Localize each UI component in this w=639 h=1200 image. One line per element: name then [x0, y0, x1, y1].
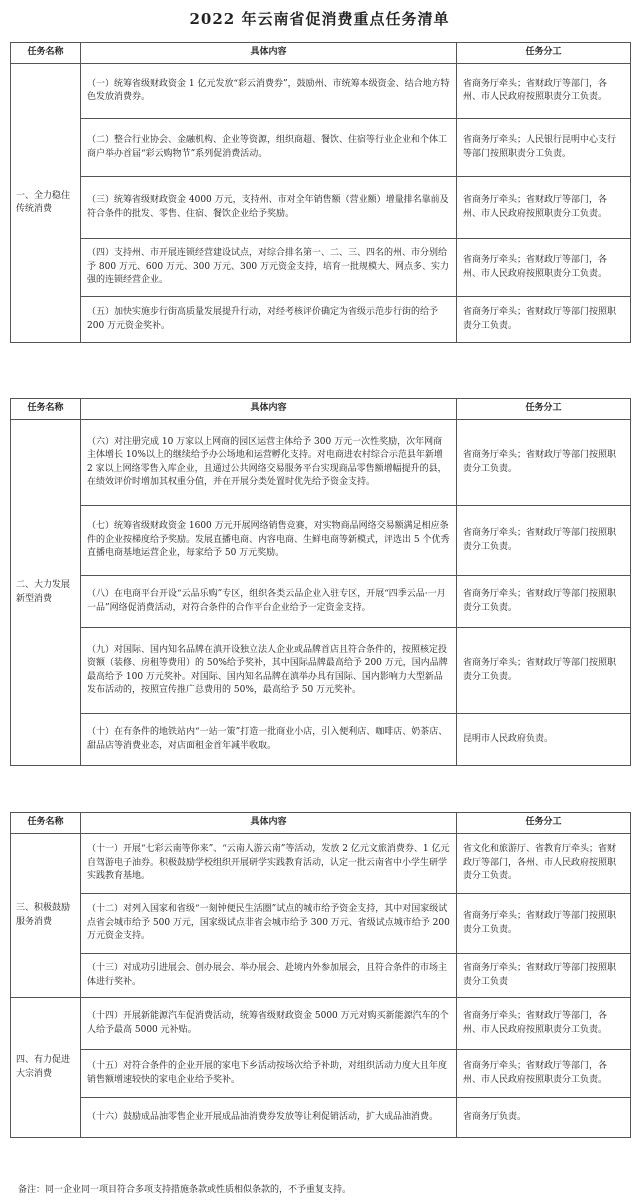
content-cell: （六）对注册完成 10 万家以上网商的园区运营主体给予 300 万元一次性奖励，次年网商主体增长 10%以上的继续给予办公场地和运营孵化支持。对电商进农村综合示范县年新增 2 家以上网络零售入库企业，且通过公共网络交易服务平台实现商品零售额增幅提升的县，在绩效评价时增加其权重分值，并在开展分类处置时优先给予资金支持。	[81, 420, 457, 506]
division-cell: 省商务厅牵头；省财政厅等部门按照职责分工负责。	[457, 506, 631, 576]
header-division: 任务分工	[457, 43, 631, 64]
header-division: 任务分工	[457, 813, 631, 834]
content-cell: （七）统筹省级财政资金 1600 万元开展网络销售竞赛，对实物商品网络交易额满足相应条件的企业按梯度给予奖励。发展直播电商、内容电商、生鲜电商等新模式，评选出 5 个优秀直播电商基地运营企业，每家给予 50 万元奖励。	[81, 506, 457, 576]
division-cell: 省商务厅牵头；省财政厅等部门按照职责分工负责。	[457, 628, 631, 714]
division-cell: 省文化和旅游厅、省教育厅牵头；省财政厅等部门，各州、市人民政府按照职责分工负责。	[457, 834, 631, 894]
page-title: 2022 年云南省促消费重点任务清单	[189, 10, 450, 28]
content-cell: （十二）对列入国家和省级“一刻钟便民生活圈”试点的城市给予资金支持，其中对国家级试点省会城市给予 500 万元，国家级试点非省会城市给予 300 万元、省级试点城市给予 200 万元资金支持。	[81, 894, 457, 954]
division-cell: 省商务厅牵头；省财政厅等部门，各州、市人民政府按照职责分工负责。	[457, 64, 631, 119]
table-row	[11, 1050, 631, 1098]
content-cell: （三）统筹省级财政资金 4000 万元，支持州、市对全年销售额（营业额）增量排名靠前及符合条件的批发、零售、住宿、餐饮企业给予奖励。	[81, 177, 457, 239]
table-row	[11, 177, 631, 239]
content-cell: （十一）开展“七彩云南等你来”、“云南人游云南”等活动，发放 2 亿元文旅消费券、1 亿元自驾游电子油券。积极鼓励学校组织开展研学实践教育活动，认定一批云南省中小学生研学实践教育基地。	[81, 834, 457, 894]
table-row	[11, 420, 631, 506]
content-cell: （二）整合行业协会、金融机构、企业等资源，组织商超、餐饮、住宿等行业企业和个体工商户举办首届“彩云购物节”系列促消费活动。	[81, 119, 457, 177]
table-row	[11, 1098, 631, 1138]
division-cell: 昆明市人民政府负责。	[457, 714, 631, 766]
table-row	[11, 506, 631, 576]
division-cell: 省商务厅牵头；省财政厅等部门，各州、市人民政府按照职责分工负责。	[457, 239, 631, 297]
table-row	[11, 239, 631, 297]
category-cell: 二、大力发展新型消费	[11, 420, 81, 766]
content-cell: （十三）对成功引进展会、创办展会、举办展会、赴境内外参加展会，且符合条件的市场主体进行奖补。	[81, 954, 457, 998]
header-content: 具体内容	[81, 43, 457, 64]
header-content: 具体内容	[81, 813, 457, 834]
table-row	[11, 64, 631, 119]
category-cell: 一、全力稳住传统消费	[11, 64, 81, 343]
table-row	[11, 119, 631, 177]
content-cell: （十四）开展新能源汽车促消费活动，统筹省级财政资金 5000 万元对购买新能源汽车的个人给予最高 5000 元补贴。	[81, 998, 457, 1050]
category-cell: 三、积极鼓励服务消费	[11, 834, 81, 998]
content-cell: （十五）对符合条件的企业开展的家电下乡活动按场次给予补助，对组织活动力度大且年度销售额增速较快的家电企业给予奖补。	[81, 1050, 457, 1098]
table-header-row	[11, 813, 631, 834]
division-cell: 省商务厅牵头；省财政厅等部门按照职责分工负责。	[457, 576, 631, 628]
division-cell: 省商务厅牵头；省财政厅等部门，各州、市人民政府按照职责分工负责。	[457, 998, 631, 1050]
table-row	[11, 834, 631, 894]
division-cell: 省商务厅牵头；省财政厅等部门，各州、市人民政府按照职责分工负责。	[457, 177, 631, 239]
category-cell: 四、有力促进大宗消费	[11, 998, 81, 1138]
footnote: 备注：同一企业同一项目符合多项支持措施条款或性质相似条款的，不予重复支持。	[18, 1185, 352, 1195]
content-cell: （五）加快实施步行街高质量发展提升行动，对经考核评价确定为省级示范步行街的给予 200 万元资金奖补。	[81, 297, 457, 343]
division-cell: 省商务厅牵头；省财政厅等部门，各州、市人民政府按照职责分工负责。	[457, 1050, 631, 1098]
division-cell: 省商务厅牵头；人民银行昆明中心支行等部门按照职责分工负责。	[457, 119, 631, 177]
task-table-2	[10, 398, 631, 766]
header-task-name: 任务名称	[11, 813, 81, 834]
content-cell: （四）支持州、市开展连锁经营建设试点，对综合排名第一、二、三、四名的州、市分别给予 800 万元、600 万元、300 万元、300 万元资金支持，培育一批规模大、网点多、实力强的连锁经营企业。	[81, 239, 457, 297]
table-row	[11, 576, 631, 628]
content-cell: （十六）鼓励成品油零售企业开展成品油消费券发放等让利促销活动，扩大成品油消费。	[81, 1098, 457, 1138]
table-row	[11, 714, 631, 766]
table-header-row	[11, 43, 631, 64]
header-task-name: 任务名称	[11, 399, 81, 420]
division-cell: 省商务厅牵头；省财政厅等部门按照职责分工负责	[457, 954, 631, 998]
division-cell: 省商务厅牵头；省财政厅等部门按照职责分工负责。	[457, 297, 631, 343]
header-division: 任务分工	[457, 399, 631, 420]
table-row	[11, 628, 631, 714]
content-cell: （九）对国际、国内知名品牌在滇开设独立法人企业或品牌首店且符合条件的，按照核定投资额（装修、房租等费用）的 50%给予奖补，其中国际品牌最高给予 200 万元，国内品牌最高给予 100 万元奖补。对国际、国内知名品牌在滇举办具有国际、国内影响力大型新品发布活动的，按照宣传推广总费用的 50%，最高给予 50 万元奖补。	[81, 628, 457, 714]
division-cell: 省商务厅牵头；省财政厅等部门按照职责分工负责。	[457, 420, 631, 506]
table-header-row	[11, 399, 631, 420]
content-cell: （十）在有条件的地铁站内“一站一策”打造一批商业小店，引入便利店、咖啡店、奶茶店、甜品店等消费业态，对店面租金首年减半收取。	[81, 714, 457, 766]
content-cell: （一）统筹省级财政资金 1 亿元发放“彩云消费券”，鼓励州、市统筹本级资金、结合地方特色发放消费券。	[81, 64, 457, 119]
table-row	[11, 297, 631, 343]
division-cell: 省商务厅牵头；省财政厅等部门按照职责分工负责。	[457, 894, 631, 954]
header-content: 具体内容	[81, 399, 457, 420]
division-cell: 省商务厅负责。	[457, 1098, 631, 1138]
table-row	[11, 894, 631, 954]
table-row	[11, 954, 631, 998]
task-table-3	[10, 812, 631, 1138]
content-cell: （八）在电商平台开设“云品乐购”专区，组织各类云品企业入驻专区，开展“四季云品·一月一品”网络促消费活动，对符合条件的合作平台企业给予一定资金支持。	[81, 576, 457, 628]
table-row	[11, 998, 631, 1050]
header-task-name: 任务名称	[11, 43, 81, 64]
task-table-1	[10, 42, 631, 343]
